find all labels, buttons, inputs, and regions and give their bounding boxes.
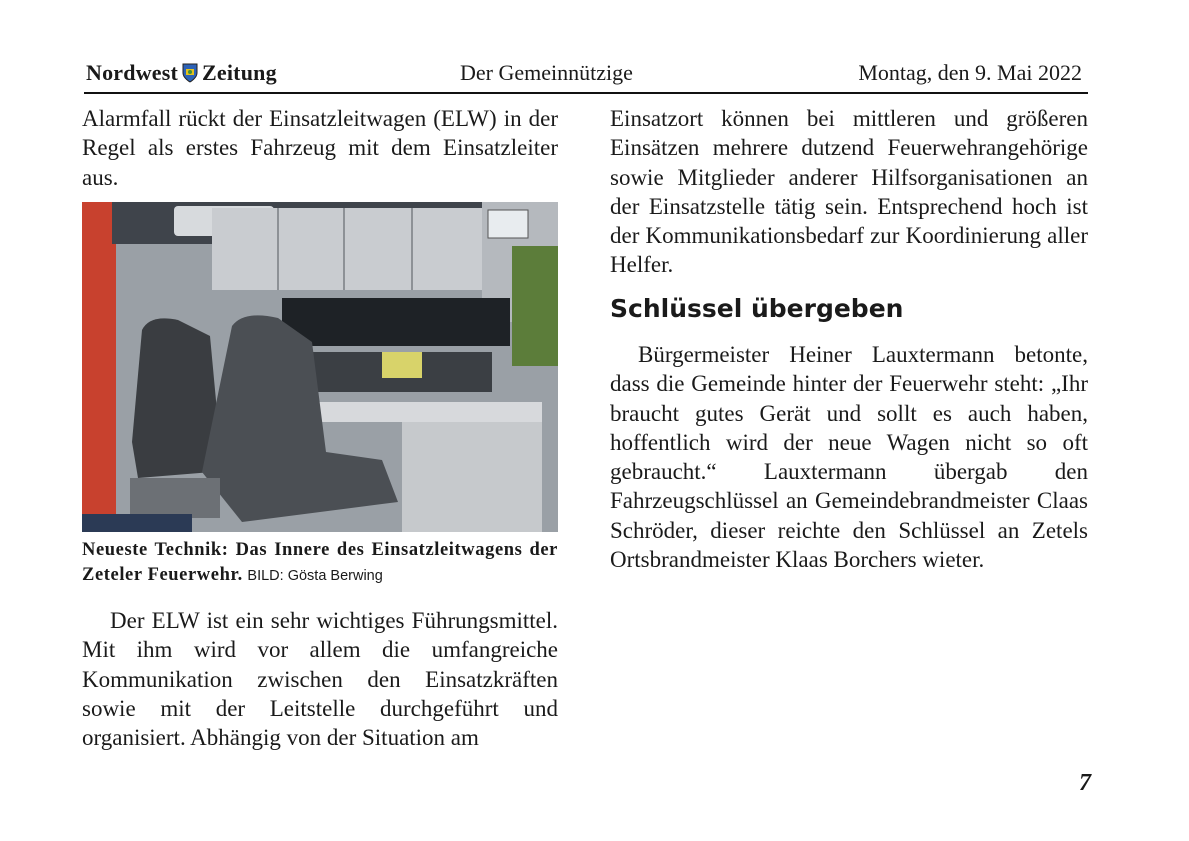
body-paragraph-1: Der ELW ist ein sehr wichtiges Führungsmittel. Mit ihm wird vor allem die umfangreiche Kommunikation zwischen den Einsatzkräften sowie mit der Leitstelle durchgeführt und organisiert. Abhängig von der Situation am [82, 608, 558, 751]
header-rule [84, 92, 1088, 94]
masthead-word-right: Zeitung [202, 60, 277, 85]
left-column-intro [82, 104, 558, 192]
masthead-word-left: Nordwest [86, 60, 179, 85]
left-column-body [82, 606, 558, 752]
vehicle-interior-image [82, 202, 558, 532]
photo-credit: BILD: Gösta Berwing [247, 568, 383, 584]
article-photo [82, 202, 558, 532]
page-header [84, 58, 1086, 90]
body-paragraph-2: Bürgermeister Heiner Lauxtermann betonte, dass die Gemeinde hinter der Feuerwehr steht: „Ihr braucht gutes Gerät und sollt es auch haben, hoffentlich wird der neue Wagen nicht so oft gebraucht.“ Lauxtermann übergab den Fahrzeugschlüssel an Gemeindebrandmeister Claas Schröder, dieser reichte den Schlüssel an Zetels Ortsbrandmeister Klaas Borchers wieter. [610, 342, 1088, 573]
section-title: Der Gemeinnützige [460, 60, 633, 85]
issue-date: Montag, den 9. Mai 2022 [858, 60, 1082, 85]
crest-icon [182, 63, 198, 89]
caption-text: Neueste Technik: Das Innere des Einsatzleitwagens der Zeteler Feuerwehr. [82, 540, 558, 585]
intro-paragraph: Alarmfall rückt der Einsatzleitwagen (ELW) in der Regel als erstes Fahrzeug mit dem Einsatzleiter aus. [82, 106, 558, 190]
right-column-body [610, 340, 1088, 574]
subheading: Schlüssel übergeben [610, 294, 904, 323]
page-number: 7 [1079, 770, 1091, 796]
right-column-intro [610, 104, 1088, 280]
newspaper-masthead [86, 60, 277, 89]
photo-caption [82, 538, 558, 589]
continued-paragraph: Einsatzort können bei mittleren und größeren Einsätzen mehrere dutzend Feuerwehrangehörige sowie Mitglieder anderer Hilfsorganisationen an der Einsatzstelle tätig sein. Entsprechend hoch ist der Kommunikationsbedarf zur Koordinierung aller Helfer. [610, 106, 1088, 278]
